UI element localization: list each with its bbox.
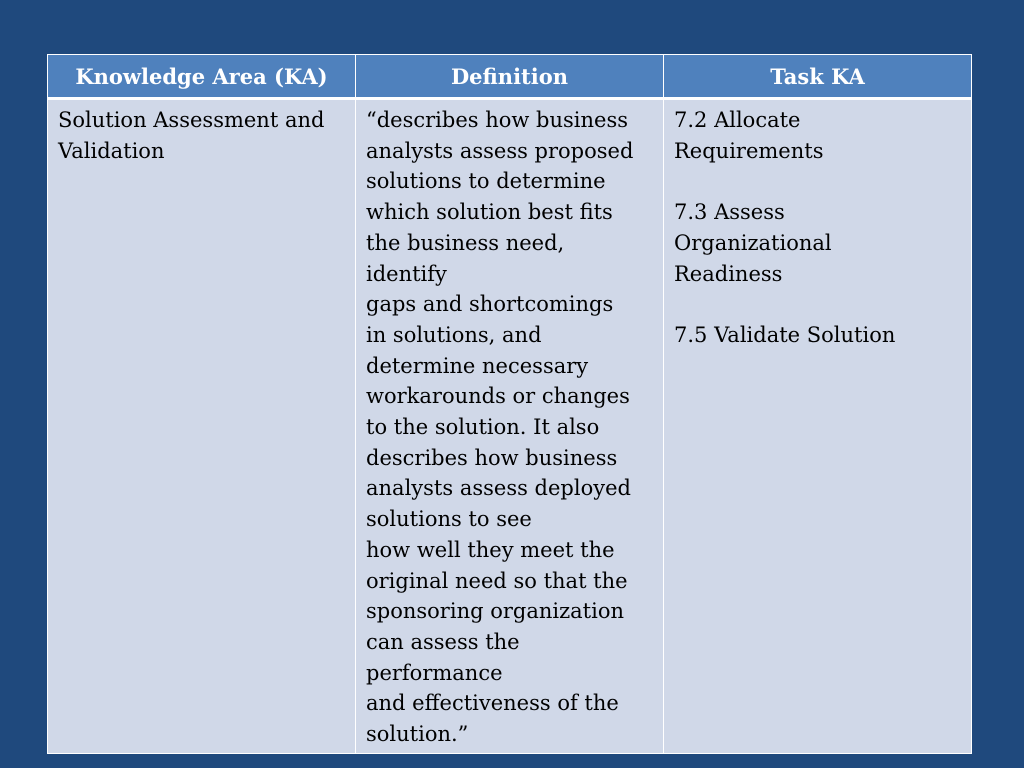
definition-line: how well they meet the <box>366 537 615 562</box>
task-spacer <box>674 289 963 320</box>
definition-line: analysts assess deployed <box>366 476 631 501</box>
definition-line: in solutions, and <box>366 322 542 347</box>
header-knowledge-area: Knowledge Area (KA) <box>48 55 356 99</box>
definition-line: describes how business <box>366 445 618 470</box>
definition-cell <box>356 99 664 754</box>
definition-line: gaps and shortcomings <box>366 292 614 317</box>
knowledge-area-cell <box>48 99 356 754</box>
definition-line: solutions to determine <box>366 169 606 194</box>
knowledge-area-line: Solution Assessment and <box>58 108 325 132</box>
task-ka-cell <box>664 99 972 754</box>
definition-line: determine necessary <box>366 353 589 378</box>
definition-line: solution.” <box>366 722 469 747</box>
definition-line: sponsoring organization <box>366 599 624 624</box>
task-line: Organizational <box>674 230 832 255</box>
definition-line: performance <box>366 660 503 685</box>
definition-line: workarounds or changes <box>366 384 630 409</box>
task-line: Requirements <box>674 138 824 163</box>
definition-line: to the solution. It also <box>366 415 600 440</box>
knowledge-area-table <box>47 54 972 754</box>
definition-line: identify <box>366 261 447 286</box>
task-line: 7.2 Allocate <box>674 108 801 132</box>
definition-line: and effectiveness of the <box>366 691 619 716</box>
task-line: 7.5 Validate Solution <box>674 322 896 347</box>
task-line: 7.3 Assess <box>674 200 785 225</box>
header-definition: Definition <box>356 55 664 99</box>
definition-line: the business need, <box>366 230 565 255</box>
task-spacer <box>674 166 963 197</box>
knowledge-area-line: Validation <box>58 138 165 163</box>
task-line: Readiness <box>674 261 783 286</box>
table-row <box>48 99 972 754</box>
definition-line: analysts assess proposed <box>366 138 634 163</box>
header-task-ka: Task KA <box>664 55 972 99</box>
definition-line: which solution best fits <box>366 200 613 225</box>
definition-line: solutions to see <box>366 507 532 532</box>
definition-line: original need so that the <box>366 568 628 593</box>
header-row <box>48 55 972 99</box>
definition-line: can assess the <box>366 629 520 654</box>
definition-line: “describes how business <box>366 108 629 132</box>
